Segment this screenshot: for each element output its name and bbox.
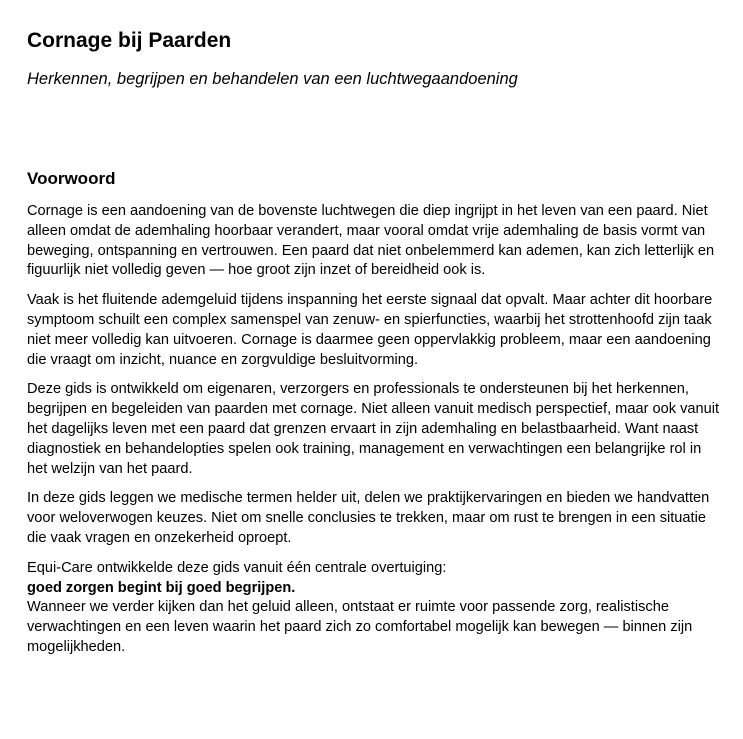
foreword-paragraph-2: Vaak is het fluitende ademgeluid tijdens inspanning het eerste signaal dat opvalt. Maar achter dit hoorbare symptoom schuilt een complex samenspel van zenuw- en spierfuncties, waarbij het strottenhoofd zijn taak niet meer volledig kan uitvoeren. Cornage is daarmee geen oppervlakkig probleem, maar een aandoening die vraagt om inzicht, nuance en zorgvuldige besluitvorming. <box>27 292 713 368</box>
foreword-paragraph-3: Deze gids is ontwikkeld om eigenaren, verzorgers en professionals te ondersteunen bij het herkennen, begrijpen en begeleiden van paarden met cornage. Niet alleen vanuit medisch perspectief, maar ook vanuit het dagelijks leven met een paard dat grenzen ervaart in zijn ademhaling en belastbaarheid. Want naast diagnostiek en behandelopties spelen ook training, management en verwachtingen een belangrijke rol in het welzijn van het paard. <box>27 381 720 477</box>
foreword-paragraph-4: In deze gids leggen we medische termen helder uit, delen we praktijkervaringen en bieden we handvatten voor weloverwogen keuzes. Niet om snelle conclusies te trekken, maar om rust te brengen in een situatie die vaak vragen en onzekerheid oproept. <box>27 490 710 546</box>
paragraph-5-emphasis: goed zorgen begint bij goed begrijpen. <box>27 579 296 596</box>
paragraph-5-outro: Wanneer we verder kijken dan het geluid alleen, ontstaat er ruimte voor passende zorg, realistische verwachtingen en een leven waarin het paard zich zo comfortabel mogelijk kan bewegen — binnen zijn mogelijkheden. <box>27 599 693 655</box>
foreword-paragraph-5 <box>27 559 725 658</box>
document-title: Cornage bij Paarden <box>27 29 232 52</box>
section-heading-foreword: Voorwoord <box>27 169 116 188</box>
foreword-paragraph-1: Cornage is een aandoening van de bovenste luchtwegen die diep ingrijpt in het leven van een paard. Niet alleen omdat de ademhaling hoorbaar verandert, maar vooral omdat vrije ademhaling de basis vormt van beweging, ontspanning en vertrouwen. Een paard dat niet onbelemmerd kan ademen, kan zich letterlijk en figuurlijk niet volledig geven — hoe groot zijn inzet of bereidheid ook is. <box>27 203 715 279</box>
paragraph-5-intro: Equi-Care ontwikkelde deze gids vanuit één centrale overtuiging: <box>27 559 447 576</box>
document-subtitle: Herkennen, begrijpen en behandelen van een luchtwegaandoening <box>27 70 518 88</box>
